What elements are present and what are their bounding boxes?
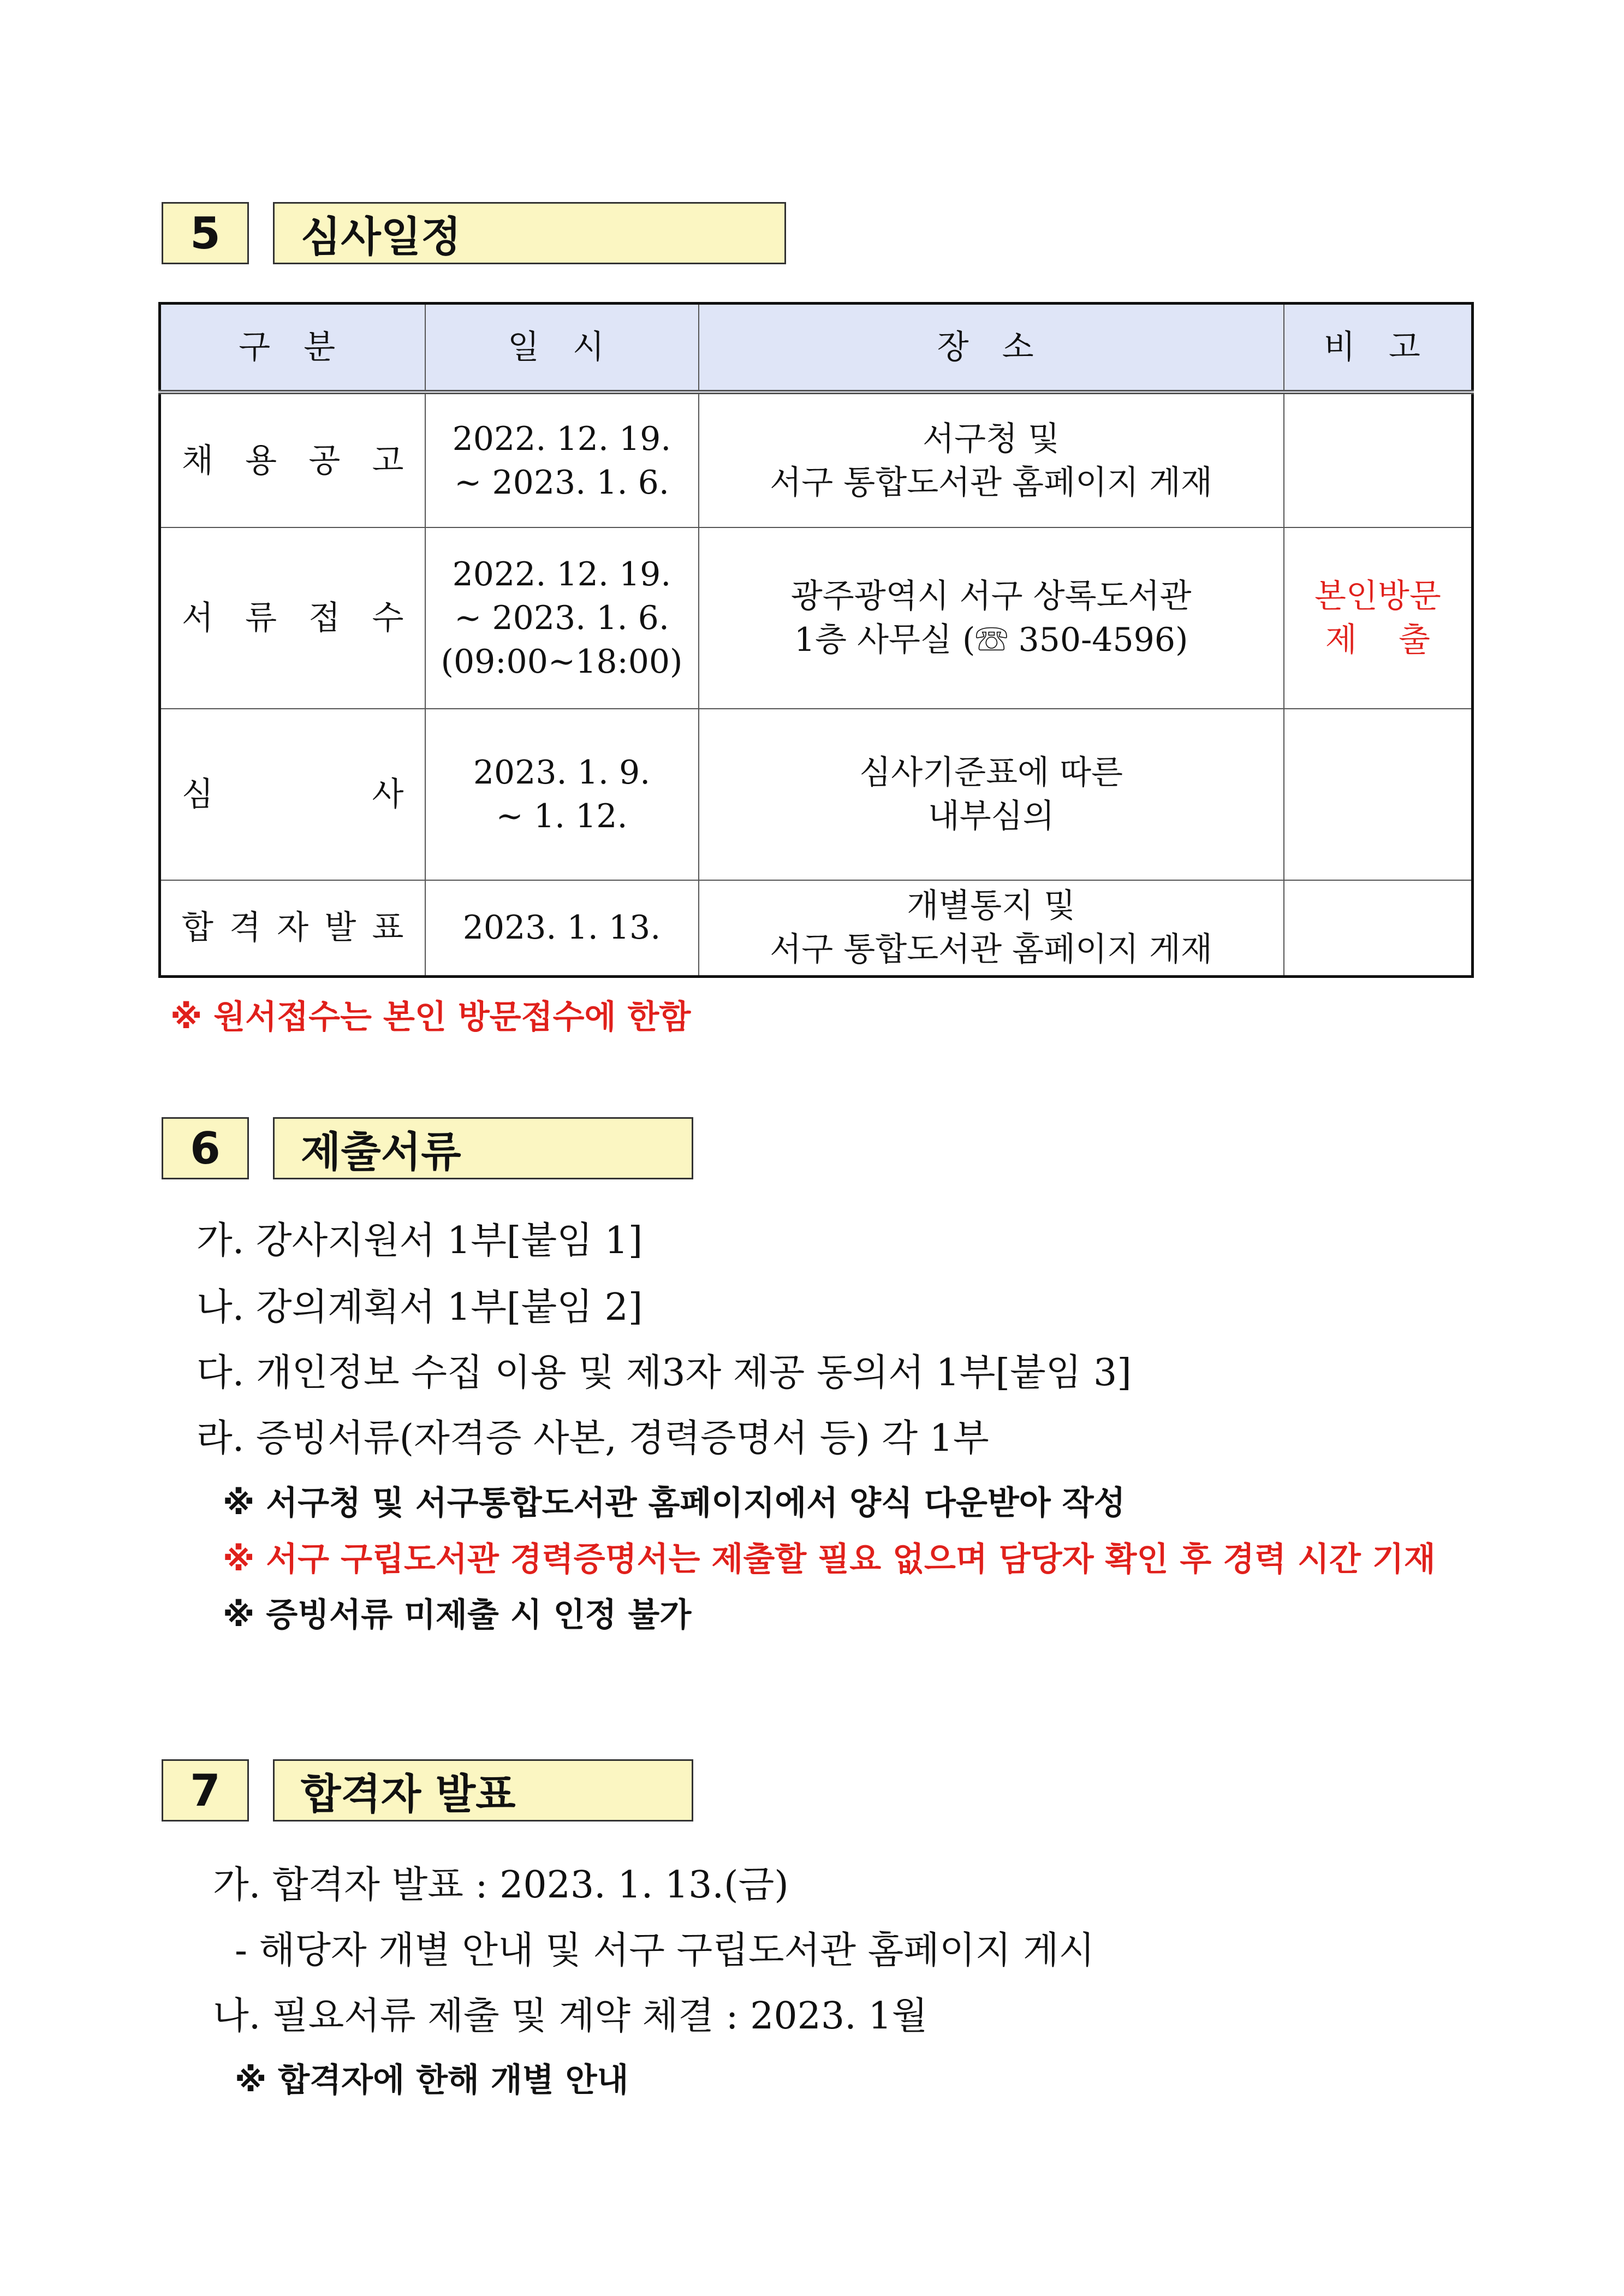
table-row: [160, 880, 1473, 976]
note-cell: [1284, 392, 1473, 527]
category-cell: 심 사: [160, 709, 425, 880]
header-date: 일 시: [425, 304, 699, 393]
place-cell: 광주광역시 서구 상록도서관 1층 사무실 (☏ 350-4596): [699, 527, 1284, 709]
list-note: ※ 증빙서류 미제출 시 인정 불가: [223, 1596, 692, 1634]
header-note: 비 고: [1284, 304, 1473, 393]
note-cell: 본인방문 제 출: [1284, 527, 1473, 709]
category-cell: 합 격 자 발 표: [160, 880, 425, 976]
section-6-number: 6: [162, 1117, 249, 1179]
category-cell: 서 류 접 수: [160, 527, 425, 709]
list-note: ※ 합격자에 한해 개별 안내: [235, 2061, 629, 2099]
list-item: - 해당자 개별 안내 및 서구 구립도서관 홈페이지 게시: [235, 1929, 1095, 1972]
date-cell: 2022. 12. 19. ~ 2023. 1. 6.: [425, 392, 699, 527]
place-cell: 개별통지 및 서구 통합도서관 홈페이지 게재: [699, 880, 1284, 976]
table-row: [160, 709, 1473, 880]
section-7-number: 7: [162, 1759, 249, 1822]
category-cell: 채 용 공 고: [160, 392, 425, 527]
list-item: 나. 강의계획서 1부[붙임 2]: [197, 1286, 643, 1329]
table-row: [160, 527, 1473, 709]
list-item: 라. 증빙서류(자격증 사본, 경력증명서 등) 각 1부: [197, 1417, 989, 1460]
date-cell: 2022. 12. 19. ~ 2023. 1. 6. (09:00~18:00): [425, 527, 699, 709]
section-7-title: 합격자 발표: [273, 1759, 693, 1822]
section-5-number: 5: [162, 202, 249, 264]
date-cell: 2023. 1. 9. ~ 1. 12.: [425, 709, 699, 880]
section-6-title: 제출서류: [273, 1117, 693, 1179]
list-item: 가. 강사지원서 1부[붙임 1]: [197, 1219, 643, 1262]
note-cell: [1284, 880, 1473, 976]
list-item: 나. 필요서류 제출 및 계약 체결 : 2023. 1월: [213, 1995, 928, 2038]
list-note: ※ 서구 구립도서관 경력증명서는 제출할 필요 없으며 담당자 확인 후 경력 시간 기재: [223, 1540, 1436, 1579]
schedule-table: [158, 302, 1474, 978]
note-cell: [1284, 709, 1473, 880]
date-cell: 2023. 1. 13.: [425, 880, 699, 976]
list-item: 다. 개인정보 수집 이용 및 제3자 제공 동의서 1부[붙임 3]: [197, 1351, 1132, 1395]
table-header-row: [160, 304, 1473, 393]
place-cell: 심사기준표에 따른 내부심의: [699, 709, 1284, 880]
list-item: 가. 합격자 발표 : 2023. 1. 13.(금): [213, 1864, 789, 1907]
place-cell: 서구청 및 서구 통합도서관 홈페이지 게재: [699, 392, 1284, 527]
header-category: 구 분: [160, 304, 425, 393]
table-row: [160, 392, 1473, 527]
list-note: ※ 서구청 및 서구통합도서관 홈페이지에서 양식 다운받아 작성: [223, 1484, 1126, 1522]
section-5-title: 심사일정: [273, 202, 786, 264]
schedule-footnote: ※ 원서접수는 본인 방문접수에 한함: [170, 998, 691, 1036]
header-place: 장 소: [699, 304, 1284, 393]
